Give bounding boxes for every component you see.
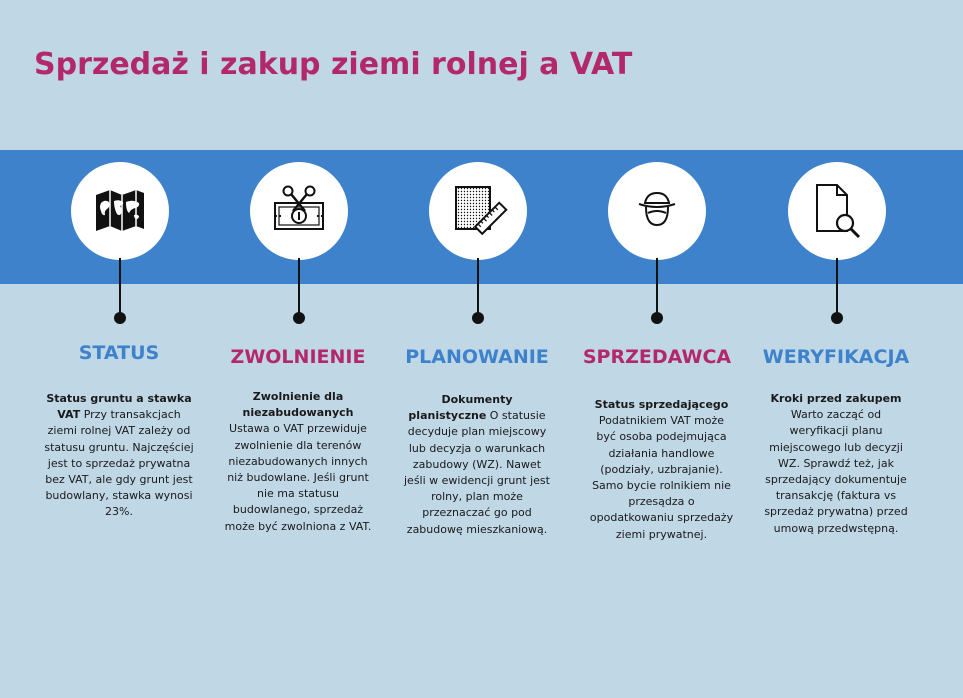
person-hat-icon bbox=[627, 181, 687, 241]
step-planowanie-body: O statusie decyduje plan miejscowy lub decyzja o warunkach zabudowy (WZ). Nawet jeśli w ewidencji grunt jest rolny, plan może przeznaczać go pod zabudowę mieszkaniową. bbox=[404, 409, 550, 536]
scissors-money-icon bbox=[269, 181, 329, 241]
page-title: Sprzedaż i zakup ziemi rolnej a VAT bbox=[34, 47, 633, 82]
plan-ruler-icon bbox=[448, 181, 508, 241]
step-zwolnienie-body: Ustawa o VAT przewiduje zwolnienie dla terenów niezabudowanych innych niż budowlane. Jeśli grunt nie ma statusu budowlanego, sprzedaż może być zwolniona z VAT. bbox=[224, 422, 372, 533]
step-weryfikacja-connector bbox=[836, 258, 838, 318]
step-status-description bbox=[44, 391, 194, 521]
step-sprzedawca-dot bbox=[651, 312, 663, 324]
step-zwolnienie-description bbox=[223, 389, 373, 535]
step-sprzedawca-heading: SPRZEDAWCA bbox=[582, 346, 732, 368]
step-status-connector bbox=[119, 258, 121, 318]
step-weryfikacja-dot bbox=[831, 312, 843, 324]
world-map-icon bbox=[90, 181, 150, 241]
step-status-lead: Status gruntu a stawka VAT bbox=[46, 392, 192, 422]
step-weryfikacja-description bbox=[761, 391, 911, 537]
step-sprzedawca-circle bbox=[608, 162, 706, 260]
step-zwolnienie-dot bbox=[293, 312, 305, 324]
step-planowanie-circle bbox=[429, 162, 527, 260]
step-zwolnienie-connector bbox=[298, 258, 300, 318]
step-planowanie-lead: Dokumenty planistyczne bbox=[408, 393, 513, 423]
step-sprzedawca-lead: Status sprzedającego bbox=[594, 398, 729, 411]
step-status-dot bbox=[114, 312, 126, 324]
step-weryfikacja-heading: WERYFIKACJA bbox=[762, 346, 910, 368]
step-planowanie-connector bbox=[477, 258, 479, 318]
step-sprzedawca-description bbox=[589, 397, 734, 543]
step-zwolnienie-lead: Zwolnienie dla niezabudowanych bbox=[242, 390, 354, 420]
step-zwolnienie-heading: ZWOLNIENIE bbox=[230, 346, 366, 368]
step-status-body: Przy transakcjach ziemi rolnej VAT zależy od statusu gruntu. Najczęściej jest to sprzedaż prywatna bez VAT, ale gdy grunt jest budowlany, stawka wynosi 23%. bbox=[44, 408, 194, 519]
step-status-circle bbox=[71, 162, 169, 260]
step-weryfikacja-body: Warto zacząć od weryfikacji planu miejscowego lub decyzji WZ. Sprawdź też, jak sprzedający dokumentuje transakcję (faktura vs sprzedaż prywatna) przed umową przedwstępną. bbox=[764, 408, 908, 535]
step-sprzedawca-connector bbox=[656, 258, 658, 318]
step-planowanie-dot bbox=[472, 312, 484, 324]
step-planowanie-heading: PLANOWANIE bbox=[405, 346, 549, 368]
step-status-heading: STATUS bbox=[78, 342, 160, 364]
step-weryfikacja-circle bbox=[788, 162, 886, 260]
step-weryfikacja-lead: Kroki przed zakupem bbox=[770, 392, 902, 405]
step-sprzedawca-body: Podatnikiem VAT może być osoba podejmująca działania handlowe (podziały, uzbrajanie). Samo bycie rolnikiem nie przesądza o opodatkowaniu sprzedaży ziemi prywatnej. bbox=[589, 414, 734, 541]
step-planowanie-description bbox=[402, 392, 552, 538]
document-search-icon bbox=[807, 181, 867, 241]
step-zwolnienie-circle bbox=[250, 162, 348, 260]
